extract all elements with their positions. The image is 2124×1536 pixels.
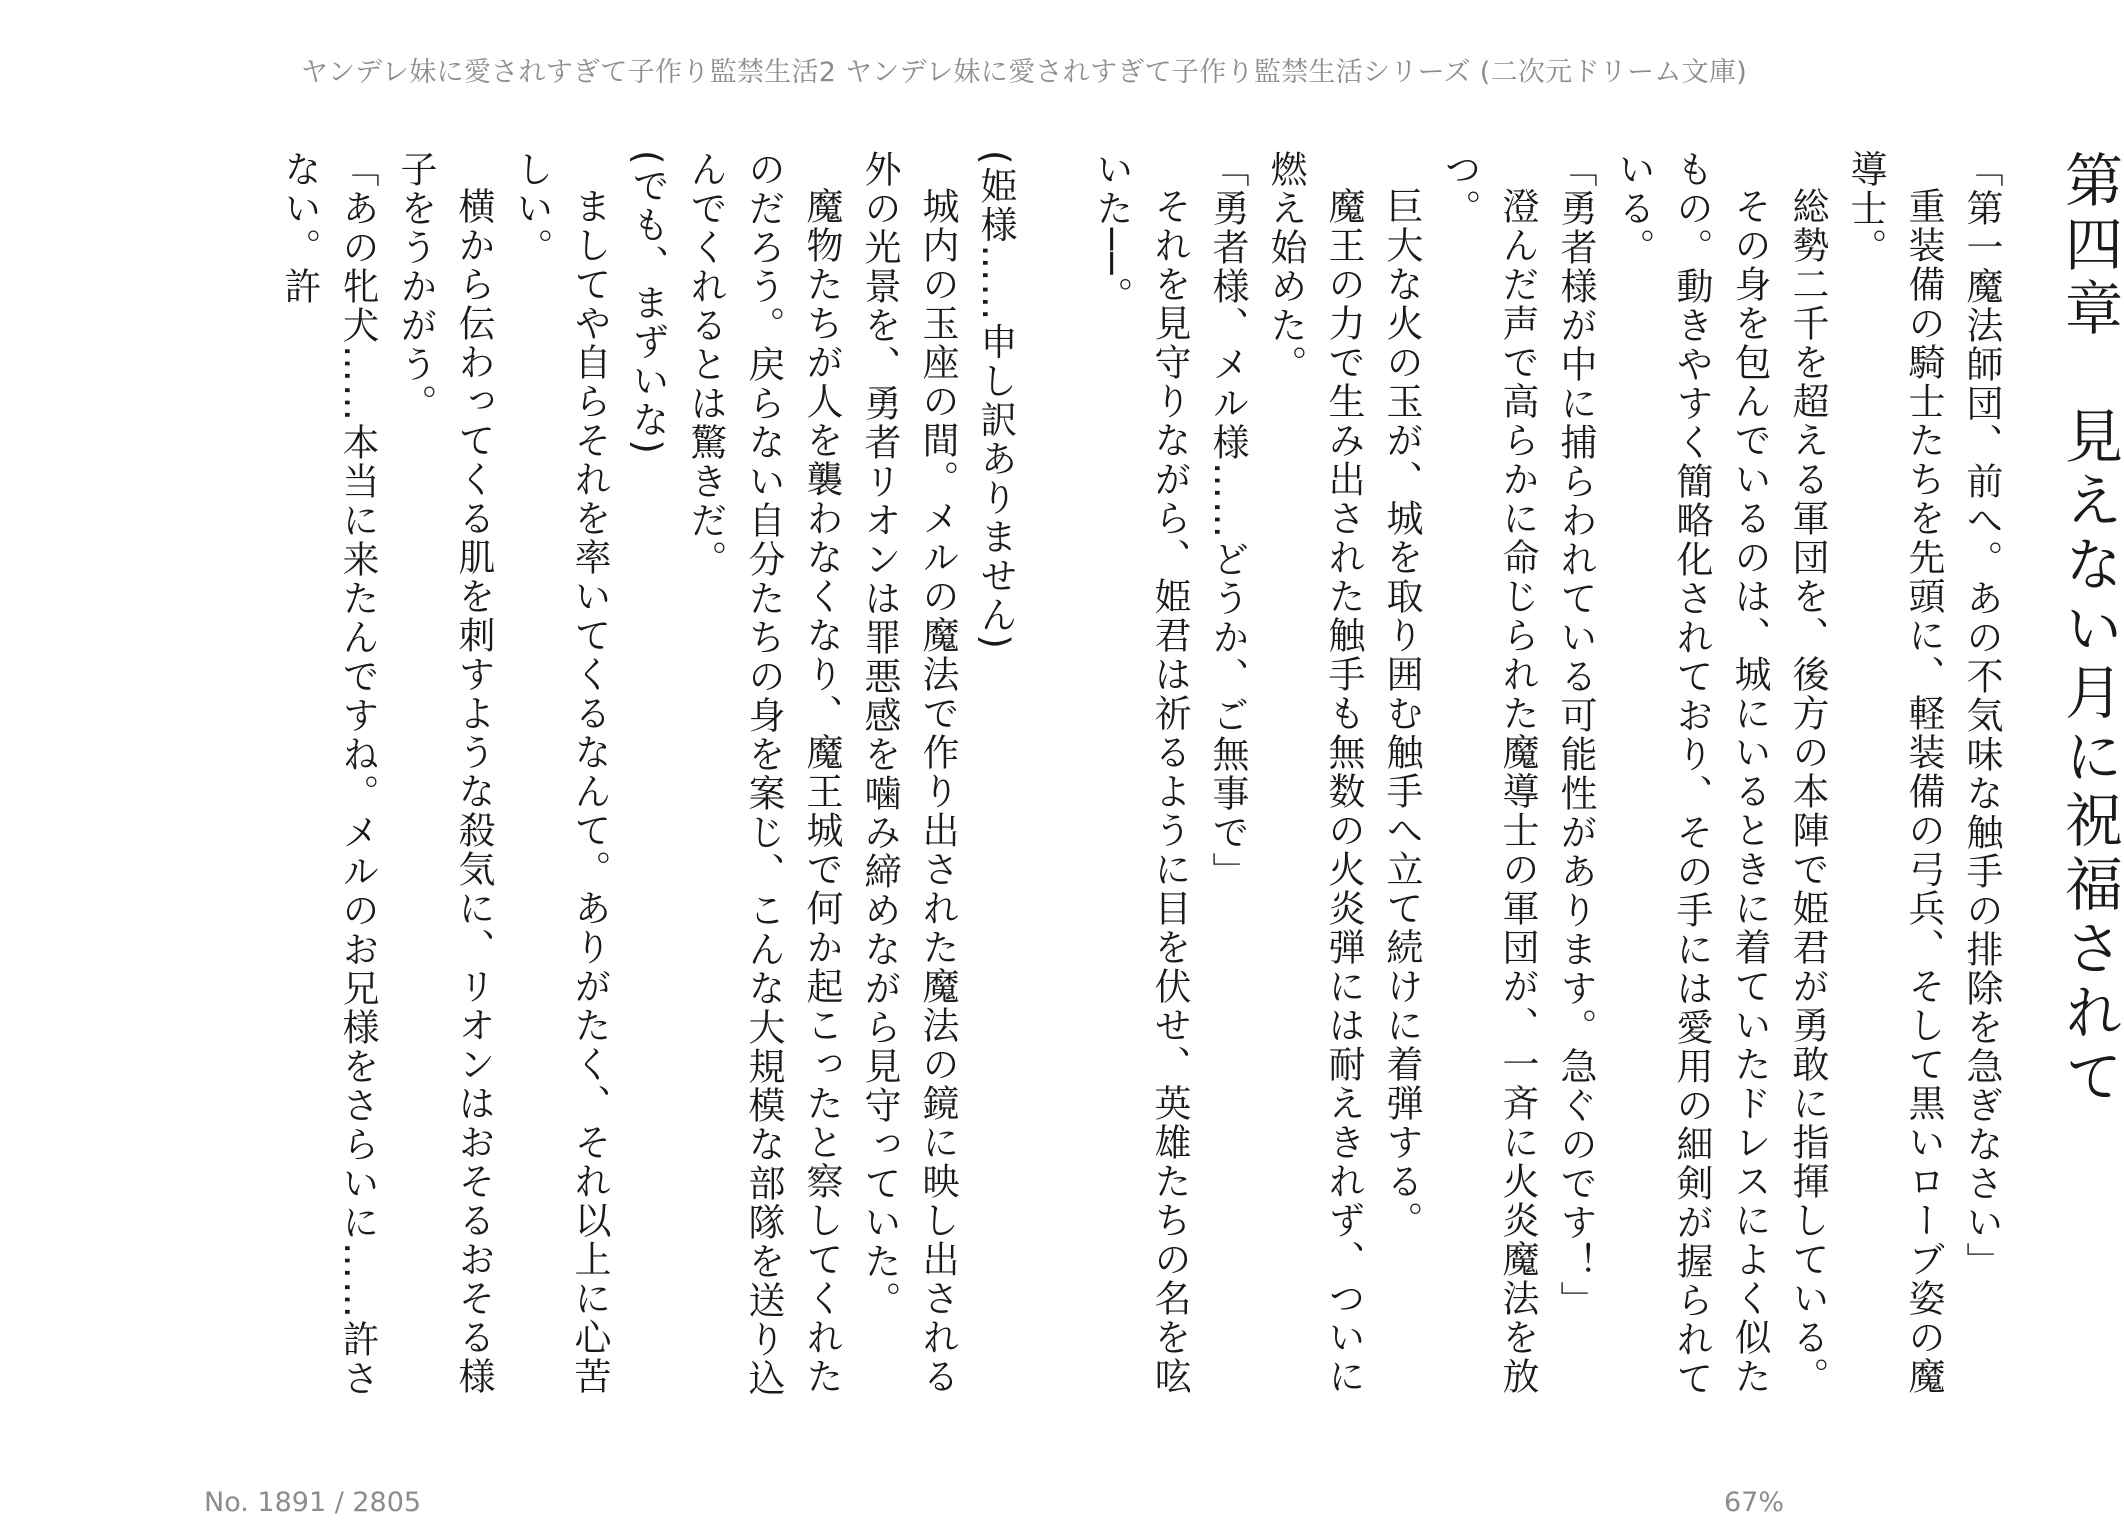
book-title: ヤンデレ妹に愛されすぎて子作り監禁生活2 ヤンデレ妹に愛されすぎて子作り監禁生活シリーズ (二次元ドリーム文庫) bbox=[300, 57, 1748, 88]
reading-progress: 67% bbox=[1723, 1487, 1784, 1518]
location-indicator: No. 1891 / 2805 bbox=[204, 1487, 422, 1518]
paragraph: 「第一魔法師団、前へ。あの不気味な触手の排除を急ぎなさい」 bbox=[1960, 150, 2003, 1281]
paragraph: 「勇者様が中に捕らわれている可能性があります。急ぐのです！」 bbox=[1554, 150, 1597, 1320]
paragraph: 澄んだ声で高らかに命じられた魔導士の軍団が、一斉に火炎魔法を放つ。 bbox=[1438, 150, 1539, 1396]
blank-line bbox=[1024, 150, 1082, 1420]
paragraph: 「勇者様、メル様……どうか、ご無事で」 bbox=[1206, 150, 1249, 891]
paragraph: 「あの牝犬……本当に来たんですね。メルのお兄様をさらいに……許さない。許 bbox=[278, 150, 379, 1398]
paragraph: 魔王の力で生み出された触手も無数の火炎弾には耐えきれず、ついに燃え始めた。 bbox=[1264, 150, 1365, 1396]
paragraph: 城内の玉座の間。メルの魔法で作り出された魔法の鏡に映し出される外の光景を、勇者リオンは罪悪感を噛み締めながら見守っていた。 bbox=[858, 150, 959, 1396]
paragraph: 重装備の騎士たちを先頭に、軽装備の弓兵、そして黒いローブ姿の魔導士。 bbox=[1844, 150, 1945, 1396]
paragraph: 横から伝わってくる肌を刺すような殺気に、リオンはおそるおそる様子をうかがう。 bbox=[394, 150, 495, 1396]
paragraph: ましてや自らそれを率いてくるなんて。ありがたく、それ以上に心苦しい。 bbox=[510, 150, 611, 1396]
text-area[interactable] bbox=[270, 150, 2123, 1440]
paragraph: それを見守りながら、姫君は祈るように目を伏せ、英雄たちの名を呟いた──。 bbox=[1090, 150, 1191, 1396]
paragraph: 巨大な火の玉が、城を取り囲む触手へ立て続けに着弾する。 bbox=[1380, 187, 1423, 1240]
vertical-text-column bbox=[270, 150, 2124, 1420]
paragraph: 魔物たちが人を襲わなくなり、魔王城で何か起こったと察してくれたのだろう。戻らない自分たちの身を案じ、こんな大規模な部隊を送り込んでくれるとは驚きだ。 bbox=[684, 150, 843, 1398]
paragraph: (姫様……申し訳ありません) bbox=[974, 150, 1017, 651]
chapter-title: 第四章 見えない月に祝福されて bbox=[2055, 150, 2123, 1110]
paragraph: (でも、まずいな) bbox=[626, 150, 669, 456]
paragraph: その身を包んでいるのは、城にいるときに着ていたドレスによく似たもの。動きやすく簡略化されており、その手には愛用の細剣が握られている。 bbox=[1612, 150, 1771, 1398]
paragraph: 総勢二千を超える軍団を、後方の本陣で姫君が勇敢に指揮している。 bbox=[1786, 187, 1829, 1396]
